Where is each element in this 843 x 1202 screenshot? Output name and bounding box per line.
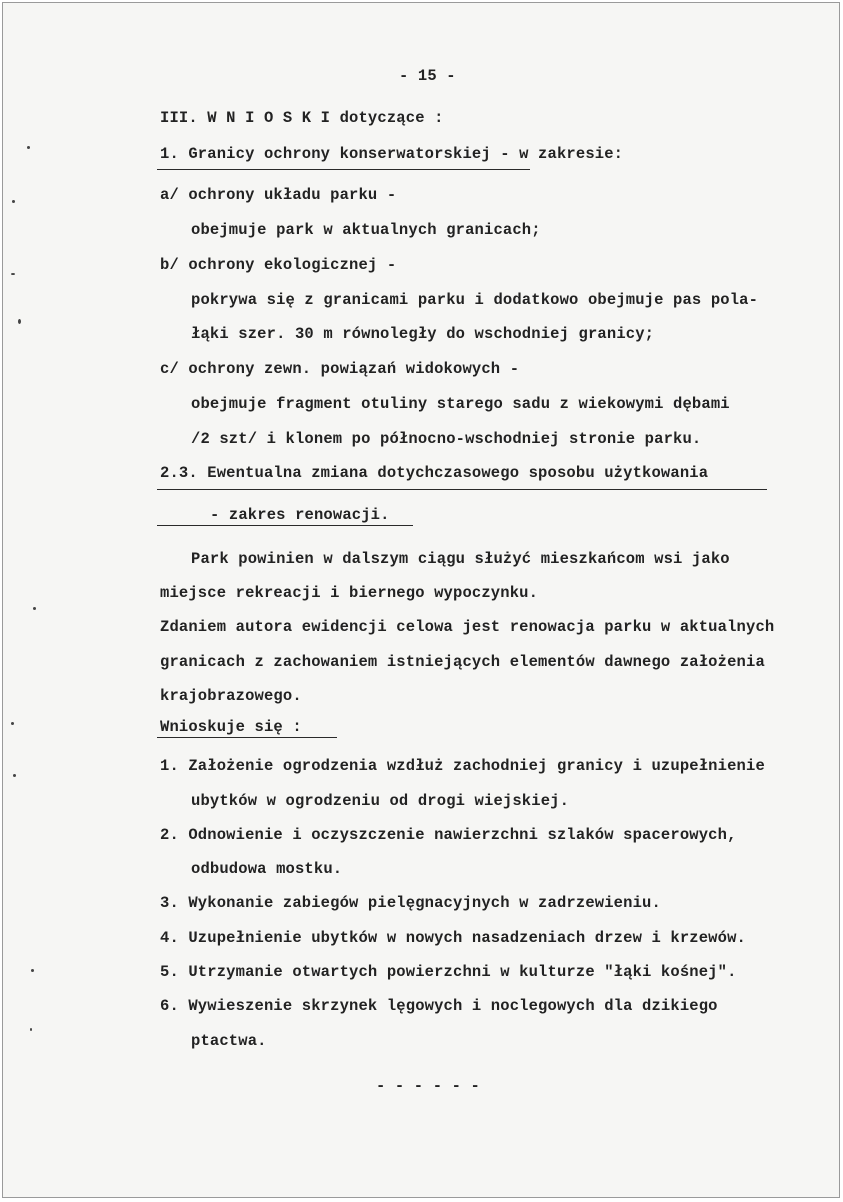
scan-speck bbox=[18, 319, 21, 324]
section23-title-underline-1 bbox=[157, 489, 767, 490]
section-heading: III. W N I O S K I dotyczące : bbox=[160, 109, 444, 127]
end-marker: - - - - - - bbox=[376, 1077, 480, 1095]
proposal-2-line-1: 2. Odnowienie i oczyszczenie nawierzchni szlaków spacerowych, bbox=[160, 826, 737, 844]
proposal-2-line-2: odbudowa mostku. bbox=[191, 860, 343, 878]
item-c-text-2: /2 szt/ i klonem po północno-wschodniej stronie parku. bbox=[191, 430, 702, 448]
item-c-text-1: obejmuje fragment otuliny starego sadu z wiekowymi dębami bbox=[191, 395, 730, 413]
item-b-text-2: łąki szer. 30 m równoległy do wschodniej granicy; bbox=[191, 325, 655, 343]
scan-speck bbox=[11, 722, 14, 725]
scan-speck bbox=[31, 969, 34, 972]
item-c-title: c/ ochrony zewn. powiązań widokowych - bbox=[160, 360, 520, 378]
section1-title: 1. Granicy ochrony konserwatorskiej - w zakresie: bbox=[160, 145, 624, 163]
paragraph2-line-1: Zdaniem autora ewidencji celowa jest renowacja parku w aktualnych bbox=[160, 618, 775, 636]
paragraph2-line-2: granicach z zachowaniem istniejących elementów dawnego założenia bbox=[160, 653, 765, 671]
proposal-6-line-2: ptactwa. bbox=[191, 1032, 267, 1050]
paragraph1-line-1: Park powinien w dalszym ciągu służyć mieszkańcom wsi jako bbox=[191, 550, 730, 568]
paragraph2-line-3: krajobrazowego. bbox=[160, 687, 302, 705]
section23-title-1: 2.3. Ewentualna zmiana dotychczasowego sposobu użytkowania bbox=[160, 464, 709, 482]
page-number: - 15 - bbox=[399, 67, 456, 85]
section1-title-underline bbox=[157, 169, 530, 170]
scan-speck bbox=[30, 1028, 32, 1031]
proposal-6-line-1: 6. Wywieszenie skrzynek lęgowych i noclegowych dla dzikiego bbox=[160, 997, 718, 1015]
item-a-title: a/ ochrony układu parku - bbox=[160, 186, 397, 204]
scan-speck bbox=[11, 273, 15, 275]
item-b-title: b/ ochrony ekologicznej - bbox=[160, 256, 397, 274]
proposal-1-line-1: 1. Założenie ogrodzenia wzdłuż zachodniej granicy i uzupełnienie bbox=[160, 757, 765, 775]
proposal-5: 5. Utrzymanie otwartych powierzchni w kulturze "łąki kośnej". bbox=[160, 963, 737, 981]
scan-speck bbox=[13, 774, 16, 777]
item-b-text-1: pokrywa się z granicami parku i dodatkowo obejmuje pas pola- bbox=[191, 291, 759, 309]
document-page bbox=[2, 2, 840, 1198]
proposal-1-line-2: ubytków w ogrodzeniu od drogi wiejskiej. bbox=[191, 792, 570, 810]
section23-title-underline-2 bbox=[157, 525, 413, 526]
section23-title-2: - zakres renowacji. bbox=[210, 506, 390, 524]
proposals-label: Wnioskuje się : bbox=[160, 718, 302, 736]
item-a-text: obejmuje park w aktualnych granicach; bbox=[191, 221, 541, 239]
scan-speck bbox=[27, 146, 30, 149]
proposals-label-underline bbox=[157, 737, 337, 738]
scan-speck bbox=[33, 607, 36, 610]
proposal-3: 3. Wykonanie zabiegów pielęgnacyjnych w zadrzewieniu. bbox=[160, 894, 661, 912]
scan-speck bbox=[12, 200, 15, 203]
proposal-4: 4. Uzupełnienie ubytków w nowych nasadzeniach drzew i krzewów. bbox=[160, 929, 746, 947]
paragraph1-line-2: miejsce rekreacji i biernego wypoczynku. bbox=[160, 584, 539, 602]
